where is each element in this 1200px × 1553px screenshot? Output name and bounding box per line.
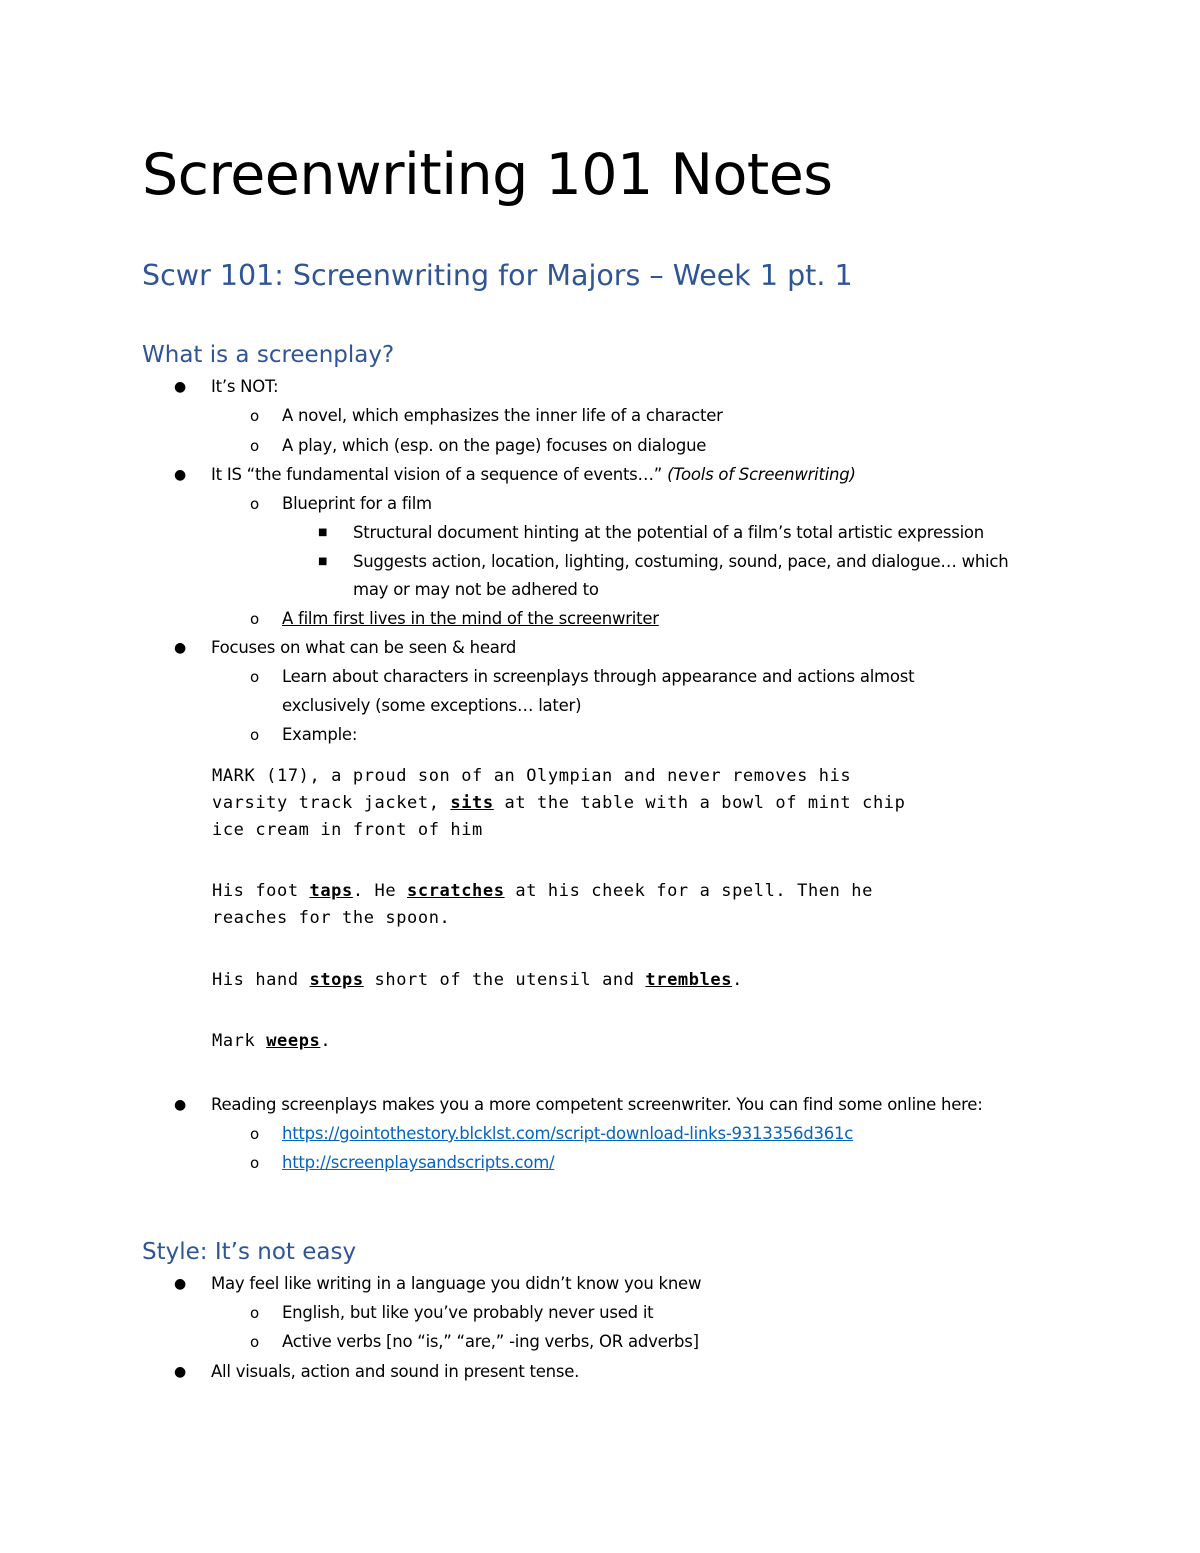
bullet-square: ■ — [318, 527, 328, 538]
bullet-circle: o — [250, 610, 260, 628]
list-item: English, but like you’ve probably never used it — [282, 1303, 654, 1322]
list-item: Structural document hinting at the potential of a film’s total artistic expression — [353, 523, 984, 542]
list-item: Active verbs [no “is,” “are,” -ing verbs, OR adverbs] — [282, 1332, 699, 1351]
bullet-circle: o — [250, 1125, 260, 1143]
example-line: MARK (17), a proud son of an Olympian and never removes his — [212, 766, 852, 786]
list-item: Blueprint for a film — [282, 494, 432, 513]
example-line: Mark weeps. — [212, 1031, 332, 1051]
list-item: All visuals, action and sound in present tense. — [211, 1362, 580, 1381]
action-verb: taps — [309, 881, 353, 901]
bullet-circle: o — [250, 407, 260, 425]
section-heading-screenplay: What is a screenplay? — [142, 342, 395, 368]
bullet-square: ■ — [318, 556, 328, 567]
list-item-continuation: may or may not be adhered to — [353, 580, 599, 599]
action-verb: trembles — [645, 970, 733, 990]
list-item: It IS “the fundamental vision of a sequence of events…” (Tools of Screenwriting) — [211, 465, 856, 484]
list-item: Learn about characters in screenplays through appearance and actions almost — [282, 667, 915, 686]
bullet-dot: ● — [174, 1364, 187, 1380]
bullet-circle: o — [250, 668, 260, 686]
bullet-circle: o — [250, 1154, 260, 1172]
list-item: A novel, which emphasizes the inner life of a character — [282, 406, 723, 425]
list-item: Reading screenplays makes you a more competent screenwriter. You can find some online here: — [211, 1095, 983, 1114]
blcklst-link[interactable]: https://gointothestory.blcklst.com/script-download-links-9313356d361c — [282, 1124, 854, 1143]
example-line: His hand stops short of the utensil and trembles. — [212, 970, 743, 990]
list-item: May feel like writing in a language you didn’t know you knew — [211, 1274, 702, 1293]
document-title: Screenwriting 101 Notes — [142, 142, 833, 208]
citation: (Tools of Screenwriting) — [667, 465, 856, 484]
bullet-circle: o — [250, 437, 260, 455]
list-item: A film first lives in the mind of the screenwriter — [282, 609, 659, 628]
bullet-dot: ● — [174, 1276, 187, 1292]
list-item: Suggests action, location, lighting, costuming, sound, pace, and dialogue… which — [353, 552, 1009, 571]
bullet-circle: o — [250, 495, 260, 513]
action-verb: scratches — [407, 881, 505, 901]
bullet-dot: ● — [174, 640, 187, 656]
list-item-continuation: exclusively (some exceptions… later) — [282, 696, 582, 715]
bullet-circle: o — [250, 726, 260, 744]
example-line: His foot taps. He scratches at his cheek for a spell. Then he — [212, 881, 873, 901]
action-verb: weeps — [266, 1031, 321, 1051]
bullet-dot: ● — [174, 467, 187, 483]
list-item: It’s NOT: — [211, 377, 279, 396]
bullet-dot: ● — [174, 379, 187, 395]
example-line: varsity track jacket, sits at the table with a bowl of mint chip — [212, 793, 906, 813]
bullet-dot: ● — [174, 1097, 187, 1113]
example-line: ice cream in front of him — [212, 820, 483, 840]
screenplays-link[interactable]: http://screenplaysandscripts.com/ — [282, 1153, 555, 1172]
document-subtitle: Scwr 101: Screenwriting for Majors – Week 1 pt. 1 — [142, 259, 853, 292]
section-heading-style: Style: It’s not easy — [142, 1239, 357, 1265]
bullet-circle: o — [250, 1333, 260, 1351]
bullet-circle: o — [250, 1304, 260, 1322]
list-item: A play, which (esp. on the page) focuses on dialogue — [282, 436, 707, 455]
list-item: Focuses on what can be seen & heard — [211, 638, 517, 657]
list-item: Example: — [282, 725, 358, 744]
action-verb: sits — [450, 793, 494, 813]
example-line: reaches for the spoon. — [212, 908, 451, 928]
action-verb: stops — [309, 970, 364, 990]
